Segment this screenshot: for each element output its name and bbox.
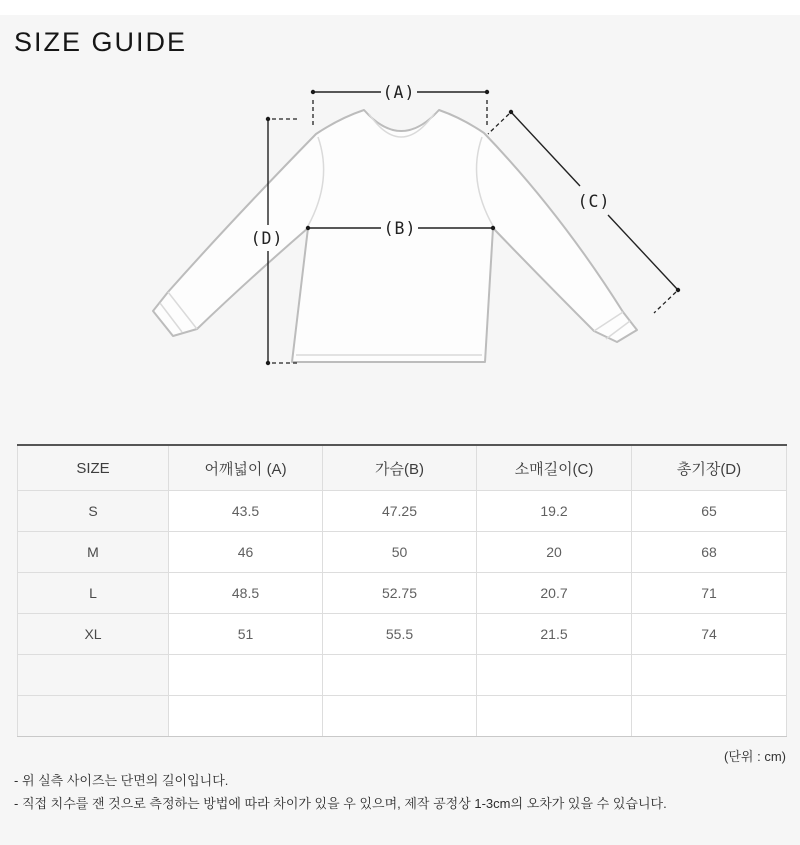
label-shoulder-a: (A): [382, 83, 416, 102]
value-cell: [477, 696, 632, 737]
value-cell: 19.2: [477, 491, 632, 532]
value-cell: 71: [632, 573, 787, 614]
value-cell: 43.5: [169, 491, 323, 532]
table-row-l: [18, 573, 787, 614]
value-cell: 52.75: [323, 573, 477, 614]
footnotes: [14, 769, 667, 815]
unit-note: (단위 : cm): [724, 749, 786, 764]
value-cell: 48.5: [169, 573, 323, 614]
label-chest-b: (B): [383, 219, 417, 238]
value-cell: [169, 655, 323, 696]
size-label: [18, 655, 169, 696]
value-cell: [323, 696, 477, 737]
value-cell: 65: [632, 491, 787, 532]
value-cell: [169, 696, 323, 737]
col-header-sleeve: 소매길이(C): [477, 445, 632, 491]
col-header-length: 총기장(D): [632, 445, 787, 491]
value-cell: 47.25: [323, 491, 477, 532]
col-header-chest: 가슴(B): [323, 445, 477, 491]
value-cell: 51: [169, 614, 323, 655]
footnote-measure-type: - 위 실측 사이즈는 단면의 길이입니다.: [14, 773, 229, 788]
size-label: XL: [18, 614, 169, 655]
value-cell: 46: [169, 532, 323, 573]
footnote-tolerance: - 직접 치수를 잰 것으로 측정하는 방법에 따라 차이가 있을 우 있으며, 제작 공정상 1-3cm의 오차가 있을 수 있습니다.: [14, 796, 667, 811]
value-cell: 20: [477, 532, 632, 573]
size-table-header: [18, 445, 787, 491]
size-label: S: [18, 491, 169, 532]
col-header-shoulder: 어깨넓이 (A): [169, 445, 323, 491]
value-cell: 55.5: [323, 614, 477, 655]
size-label: L: [18, 573, 169, 614]
size-table: [17, 444, 787, 737]
value-cell: [632, 696, 787, 737]
value-cell: 20.7: [477, 573, 632, 614]
value-cell: 74: [632, 614, 787, 655]
value-cell: [323, 655, 477, 696]
value-cell: 68: [632, 532, 787, 573]
table-row-xl: [18, 614, 787, 655]
col-header-size: SIZE: [18, 445, 169, 491]
label-length-d: (D): [250, 229, 284, 248]
value-cell: 21.5: [477, 614, 632, 655]
table-row-empty-1: [18, 655, 787, 696]
page-title: SIZE GUIDE: [14, 27, 188, 57]
value-cell: 50: [323, 532, 477, 573]
table-row-m: [18, 532, 787, 573]
table-row-empty-2: [18, 696, 787, 737]
size-label: M: [18, 532, 169, 573]
size-label: [18, 696, 169, 737]
value-cell: [477, 655, 632, 696]
value-cell: [632, 655, 787, 696]
table-row-s: [18, 491, 787, 532]
label-sleeve-c: (C): [577, 192, 611, 211]
